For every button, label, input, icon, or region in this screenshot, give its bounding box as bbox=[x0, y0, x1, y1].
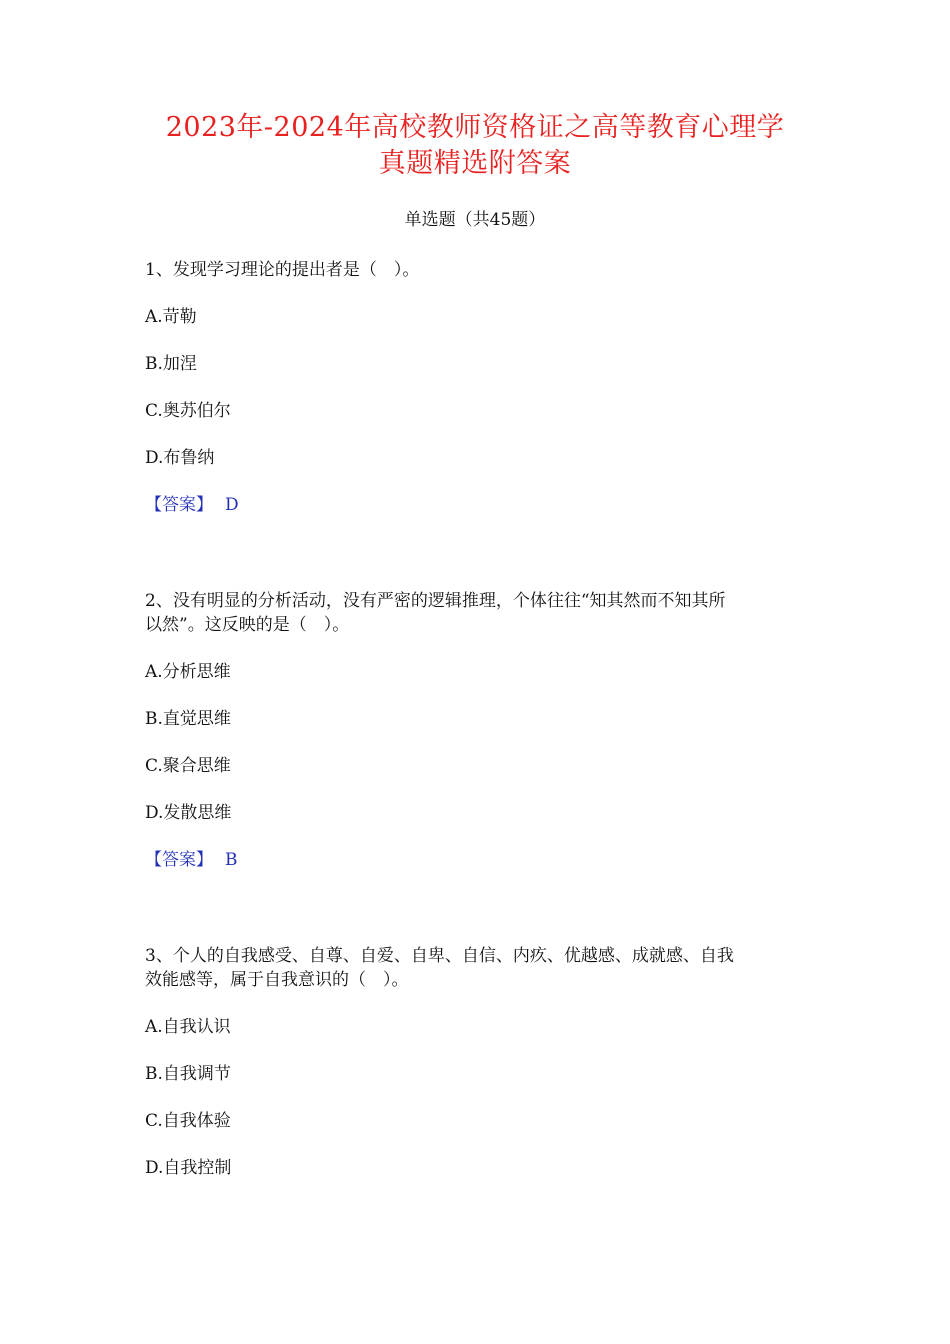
document-title-line-1: 2023年-2024年高校教师资格证之高等教育心理学 bbox=[165, 112, 785, 143]
document-title-line-2: 真题精选附答案 bbox=[378, 148, 572, 179]
answer-label: 【答案】 bbox=[145, 850, 213, 870]
question-3-option-c: C.自我体验 bbox=[145, 1111, 231, 1131]
question-1-answer bbox=[145, 493, 239, 517]
question-1-option-a: A.苛勒 bbox=[145, 307, 197, 327]
question-1-stem: 1、发现学习理论的提出者是（ ）。 bbox=[145, 260, 420, 280]
question-3-option-d: D.自我控制 bbox=[145, 1158, 232, 1178]
question-3-stem-line-2: 效能感等，属于自我意识的（ ）。 bbox=[145, 970, 409, 990]
question-2-option-d: D.发散思维 bbox=[145, 803, 232, 823]
question-2-option-b: B.直觉思维 bbox=[145, 709, 231, 729]
question-1-option-d: D.布鲁纳 bbox=[145, 448, 215, 468]
question-2-option-a: A.分析思维 bbox=[145, 662, 231, 682]
question-2-option-c: C.聚合思维 bbox=[145, 756, 231, 776]
answer-value: D bbox=[225, 495, 239, 515]
question-2-stem-line-2: 以然”。这反映的是（ ）。 bbox=[145, 615, 350, 635]
answer-label: 【答案】 bbox=[145, 495, 213, 515]
question-3-stem-line-1: 3、个人的自我感受、自尊、自爱、自卑、自信、内疚、优越感、成就感、自我 bbox=[145, 946, 734, 966]
question-1-option-b: B.加涅 bbox=[145, 354, 197, 374]
section-header: 单选题（共45题） bbox=[404, 210, 546, 230]
question-3-option-b: B.自我调节 bbox=[145, 1064, 231, 1084]
question-2-stem-line-1: 2、没有明显的分析活动，没有严密的逻辑推理，个体往往“知其然而不知其所 bbox=[145, 591, 726, 611]
answer-value: B bbox=[225, 850, 238, 870]
question-2-answer bbox=[145, 848, 238, 872]
question-1-option-c: C.奥苏伯尔 bbox=[145, 401, 231, 421]
question-3-option-a: A.自我认识 bbox=[145, 1017, 231, 1037]
